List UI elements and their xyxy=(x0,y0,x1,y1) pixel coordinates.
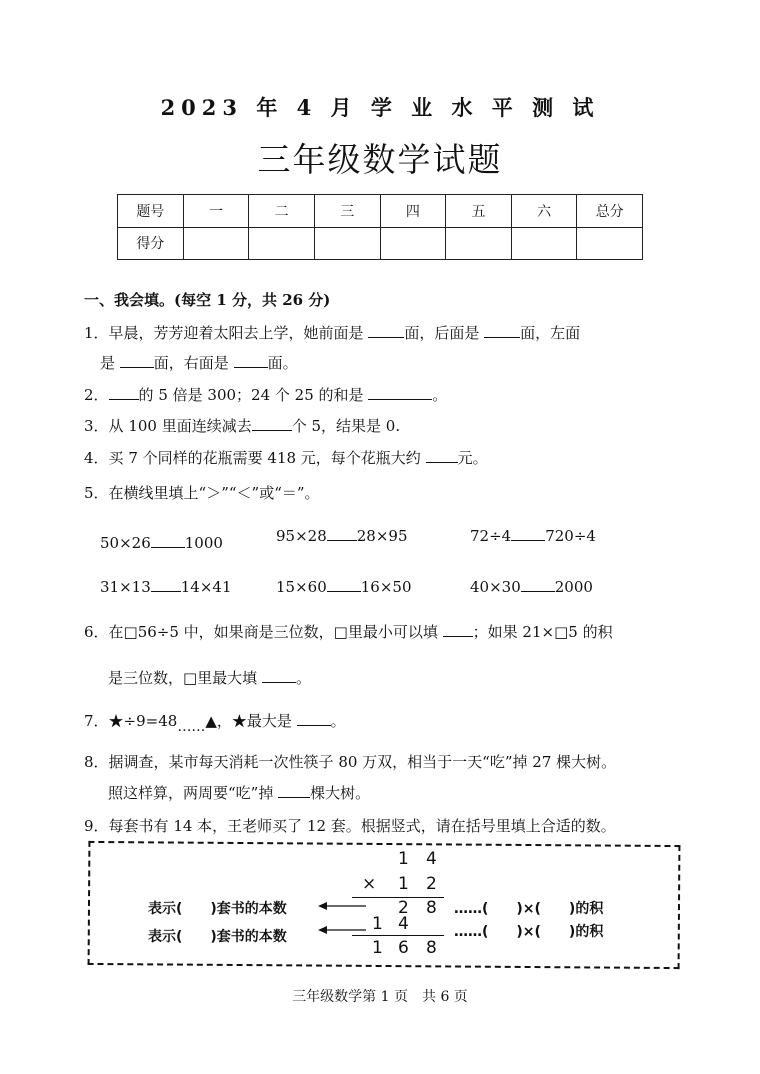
score-input-cell[interactable] xyxy=(183,227,249,260)
compare-item: 40×30 2000 xyxy=(470,578,593,596)
calc-arrows xyxy=(318,896,368,936)
question-2: 2． 的 5 倍是 300；24 个 25 的和是 。 xyxy=(84,386,448,404)
calc-digit: 6 xyxy=(398,938,409,958)
answer-blank[interactable] xyxy=(426,462,458,463)
question-number: 1． xyxy=(84,324,109,342)
answer-blank[interactable] xyxy=(109,399,139,400)
question-number: 7． xyxy=(84,712,109,730)
question-8-cont: 照这样算，两周要“吃”掉 棵大树。 xyxy=(108,784,371,802)
answer-blank[interactable] xyxy=(368,337,404,338)
answer-blank[interactable] xyxy=(278,797,310,798)
score-input-cell[interactable] xyxy=(511,227,577,260)
calc-label-2: 表示( )套书的本数 xyxy=(148,929,287,945)
exam-title: 2023 年 4 月 学 业 水 平 测 试 xyxy=(160,95,600,120)
answer-blank[interactable] xyxy=(120,367,154,368)
calc-digit: 8 xyxy=(426,898,437,918)
score-input-cell[interactable] xyxy=(577,227,643,260)
question-8: 8．据调查，某市每天消耗一次性筷子 80 万双，相当于一天“吃”掉 27 棵大树。 xyxy=(84,753,617,771)
calc-label-1: 表示( )套书的本数 xyxy=(148,901,287,917)
arrow-head-icon xyxy=(318,926,327,934)
question-1: 1．早晨，芳芳迎着太阳去上学，她前面是 面，后面是 面，左面 xyxy=(84,324,581,342)
question-6-cont: 是三位数，□里最大填 。 xyxy=(108,669,311,687)
compare-item: 50×26 1000 xyxy=(100,534,223,552)
score-cell: 总分 xyxy=(577,195,643,228)
answer-blank[interactable] xyxy=(511,540,545,541)
score-cell: 得分 xyxy=(118,227,184,260)
score-cell: 三 xyxy=(314,195,380,228)
calc-product-1: ……( )×( )的积 xyxy=(454,901,604,917)
score-cell: 五 xyxy=(446,195,512,228)
question-5: 5．在横线里填上“＞”“＜”或“＝”。 xyxy=(84,484,320,502)
answer-blank[interactable] xyxy=(151,547,185,548)
arrow-head-icon xyxy=(318,902,327,910)
calc-digit: 2 xyxy=(426,874,437,894)
question-3: 3．从 100 里面连续减去 个 5，结果是 0. xyxy=(84,417,401,435)
question-7: 7．★÷9=48……▲，★最大是 。 xyxy=(84,712,346,735)
calc-product-2: ……( )×( )的积 xyxy=(454,924,604,940)
question-number: 4． xyxy=(84,449,109,467)
answer-blank[interactable] xyxy=(234,367,268,368)
score-cell: 题号 xyxy=(118,195,184,228)
score-table-score-row xyxy=(118,227,643,260)
answer-blank[interactable] xyxy=(484,337,520,338)
question-6: 6．在□56÷5 中，如果商是三位数，□里最小可以填 ；如果 21×□5 的积 xyxy=(84,623,613,641)
answer-blank[interactable] xyxy=(521,591,555,592)
calc-digit: 1 xyxy=(372,914,383,934)
score-table-header-row xyxy=(118,195,643,228)
question-9: 9．每套书有 14 本，王老师买了 12 套。根据竖式，请在括号里填上合适的数。 xyxy=(84,817,616,835)
page-footer: 三年级数学第 1 页 共 6 页 xyxy=(292,989,468,1005)
answer-blank[interactable] xyxy=(443,636,473,637)
question-1-cont: 是 面，右面是 面。 xyxy=(100,354,298,372)
question-4: 4．买 7 个同样的花瓶需要 418 元，每个花瓶大约 元。 xyxy=(84,449,488,467)
answer-blank[interactable] xyxy=(252,430,292,431)
score-input-cell[interactable] xyxy=(380,227,446,260)
calc-digit: 4 xyxy=(398,914,409,934)
answer-blank[interactable] xyxy=(327,540,357,541)
answer-blank[interactable] xyxy=(151,591,181,592)
times-sign: × xyxy=(362,874,377,894)
exam-subtitle: 三年级数学试题 xyxy=(257,140,503,179)
score-cell: 二 xyxy=(249,195,315,228)
section-heading: 一、我会填。(每空 1 分，共 26 分) xyxy=(84,291,331,309)
calc-digit: 4 xyxy=(426,849,437,869)
question-number: 6． xyxy=(84,623,109,641)
score-input-cell[interactable] xyxy=(314,227,380,260)
answer-blank[interactable] xyxy=(368,399,432,400)
question-number: 5． xyxy=(84,484,109,502)
compare-item: 15×60 16×50 xyxy=(276,578,412,596)
question-number: 8． xyxy=(84,753,109,771)
calc-digit: 1 xyxy=(372,938,383,958)
question-number: 3． xyxy=(84,417,109,435)
calc-digit: 1 xyxy=(398,874,409,894)
score-cell: 四 xyxy=(380,195,446,228)
answer-blank[interactable] xyxy=(262,682,296,683)
score-table xyxy=(117,194,643,260)
score-input-cell[interactable] xyxy=(249,227,315,260)
question-number: 9． xyxy=(84,817,109,835)
answer-blank[interactable] xyxy=(327,591,361,592)
compare-item: 31×13 14×41 xyxy=(100,578,232,596)
compare-item: 95×28 28×95 xyxy=(276,527,408,545)
score-input-cell[interactable] xyxy=(446,227,512,260)
calc-digit: 1 xyxy=(398,849,409,869)
answer-blank[interactable] xyxy=(297,725,331,726)
question-number: 2． xyxy=(84,386,109,404)
score-cell: 六 xyxy=(511,195,577,228)
compare-item: 72÷4 720÷4 xyxy=(470,527,596,545)
calc-digit: 2 xyxy=(398,898,409,918)
score-cell: 一 xyxy=(183,195,249,228)
calc-digit: 8 xyxy=(426,938,437,958)
